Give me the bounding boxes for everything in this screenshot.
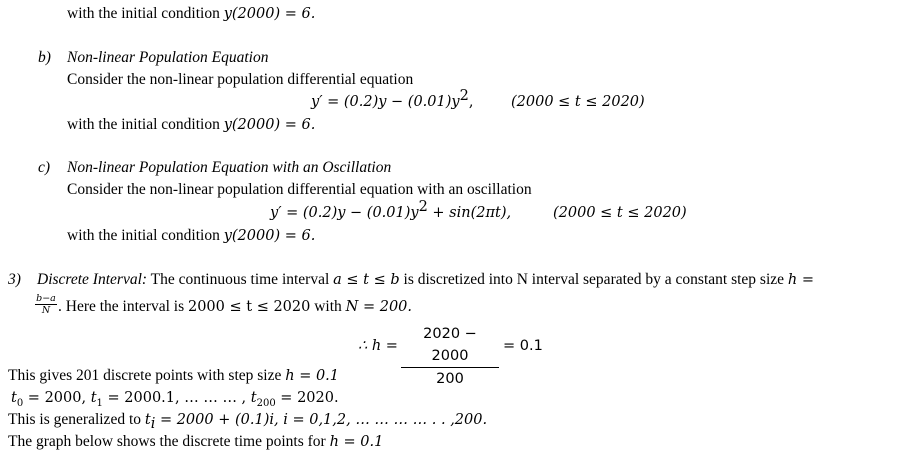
b-domain: (2000 ≤ t ≤ 2020) <box>511 94 645 110</box>
s3-line2: . Here the interval is 2000 ≤ t ≤ 2020 with N = 200. <box>58 298 413 315</box>
s3-h-fraction: $\frac{2020 - 2000}{200}$ <box>401 323 499 390</box>
b-label: b) <box>38 49 51 66</box>
s3-line1: Discrete Interval: The continuous time interval a ≤ t ≤ b is discretized into N interval separated by a constant step size h = <box>37 271 814 288</box>
s3-time-points: $t_0 = 2000$, $t_1 = 2000.1$, … … … , $t_{200} = 2020$. <box>11 390 339 409</box>
s3-graph-caption: The graph below shows the discrete time points for h = 0.1 <box>8 433 384 450</box>
a-ic-math: y(2000) = 6. <box>223 6 316 22</box>
s3-generalized: This is generalized to $t_i = 2000 + (0.1)i$, i = 0,1,2, … … … … . . ,200. <box>8 411 488 433</box>
c-intro: Consider the non-linear population differential equation with an oscillation <box>67 181 532 198</box>
s3-step-fraction: $\frac{b-a}{N}$ <box>36 293 56 316</box>
s3-h-lhs: ∴ h = <box>358 338 398 354</box>
c-domain: (2000 ≤ t ≤ 2020) <box>553 205 687 221</box>
b-intro: Consider the non-linear population differential equation <box>67 71 414 88</box>
s3-h-rhs: = 0.1 <box>503 338 543 354</box>
c-label: c) <box>38 159 51 176</box>
b-initial-condition: with the initial condition y(2000) = 6. <box>67 116 316 133</box>
b-title: Non-linear Population Equation <box>67 49 269 66</box>
s3-points-text: This gives 201 discrete points with step size h = 0.1 <box>8 367 340 384</box>
b-equation: $y' = (0.2)y - (0.01)y^2$, <box>311 87 474 110</box>
s3-label: 3) <box>8 271 21 288</box>
c-initial-condition: with the initial condition y(2000) = 6. <box>67 227 316 244</box>
c-equation: $y' = (0.2)y - (0.01)y^2 + \sin(2\pi t)$, <box>270 198 512 221</box>
a-initial-condition: with the initial condition y(2000) = 6. <box>67 5 316 22</box>
c-title: Non-linear Population Equation with an Oscillation <box>67 159 392 176</box>
